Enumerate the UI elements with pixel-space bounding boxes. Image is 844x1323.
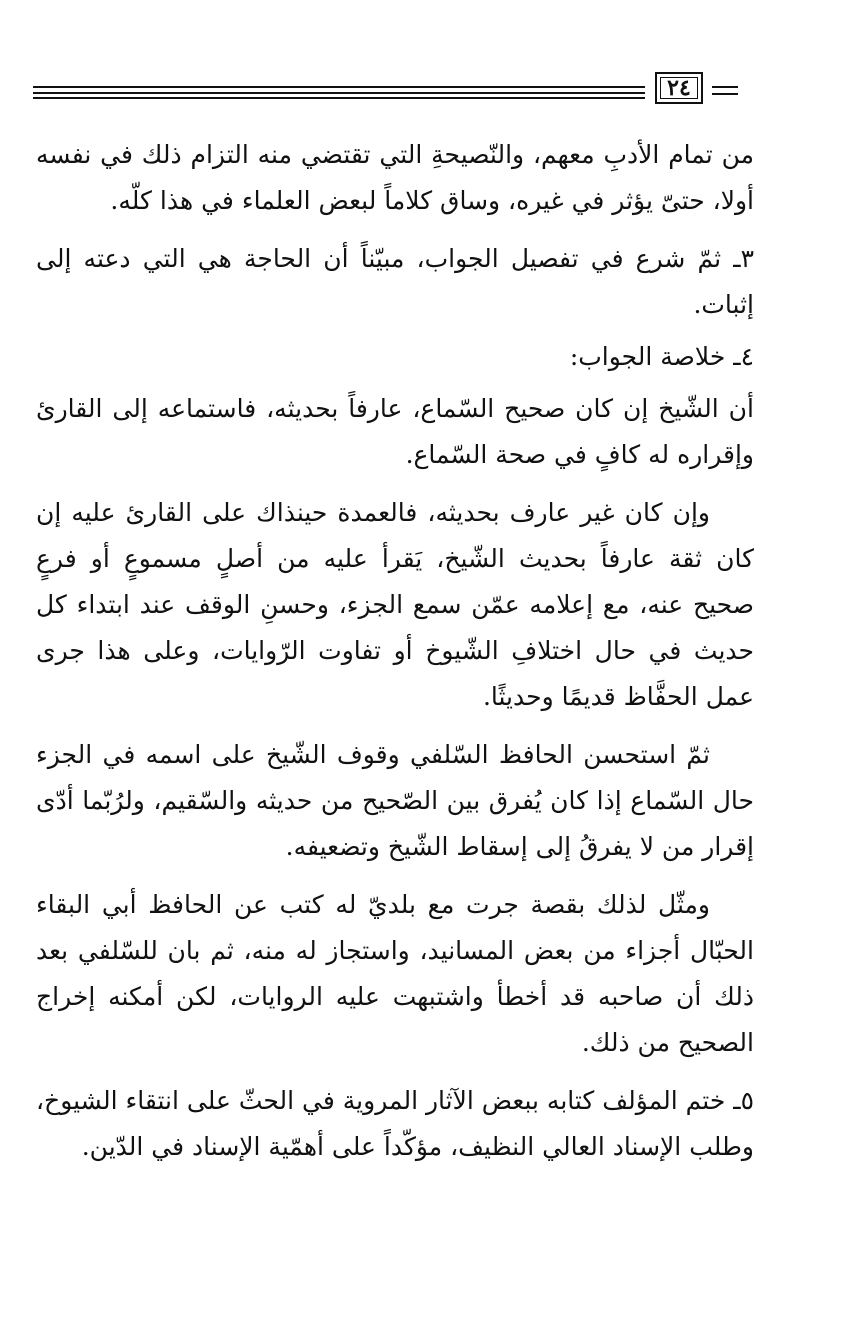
paragraph-silafi-preference: ثمّ استحسن الحافظ السّلفي وقوف الشّيخ على اسمه في الجزء حال السّماع إذا كان يُفرق بين الصّحيح من حديثه والسّقيم، ولرُبّما أدّى إقرار من لا يفرقُ إلى إسقاط الشّيخ وتضعيفه. — [36, 740, 754, 861]
header-rule — [33, 97, 645, 99]
header-rule — [33, 92, 645, 94]
paragraph-reader-reliance: وإن كان غير عارف بحديثه، فالعمدة حينذاك على القارئ عليه إن كان ثقة عارفاً بحديث الشّيخ، يَقرأ عليه من أصلٍ مسموعٍ أو فرعٍ صحيح عنه، مع إعلامه عمّن سمع الجزء، وحسنِ الوقف عند ابتداء كل حديث في حال اختلافِ الشّيوخ أو تفاوت الرّوايات، وعلى هذا جرى عمل الحفَّاظ قديمًا وحديثًا. — [36, 498, 754, 711]
header-rule — [33, 86, 645, 88]
page-header — [0, 0, 844, 110]
paragraph-story-example: ومثّل لذلك بقصة جرت مع بلديّ له كتب عن الحافظ أبي البقاء الحبّال أجزاء من بعض المسانيد، واستجاز له منه، ثم بان للسّلفي بعد ذلك أن صاحبه قد أخطأ واشتبهت عليه الروايات، لكن أمكنه إخراج الصحيح من ذلك. — [36, 890, 754, 1057]
paragraph-point-5: ٥ـ ختم المؤلف كتابه ببعض الآثار المروية في الحثّ على انتقاء الشيوخ، وطلب الإسناد العالي النظيف، مؤكّداً على أهمّية الإسناد في الدّين. — [35, 1086, 754, 1161]
page-number: ٢٤ — [667, 75, 691, 101]
page-body — [36, 132, 754, 1182]
header-rule-short — [712, 86, 738, 88]
paragraph-answer-summary: أن الشّيخ إن كان صحيح السّماع، عارفاً بحديثه، فاستماعه إلى القارئ وإقراره له كافٍ في صحة السّماع. — [36, 394, 754, 469]
paragraph-point-4-heading: ٤ـ خلاصة الجواب: — [569, 342, 754, 371]
header-rule-short — [712, 93, 738, 95]
paragraph-continuation: من تمام الأدبِ معهم، والنّصيحةِ التي تقتضي منه التزام ذلك في نفسه أولا، حتىّ يؤثر في غيره، وساق كلاماً لبعض العلماء في هذا كلّه. — [36, 140, 754, 215]
page-number-box — [655, 72, 703, 104]
paragraph-point-3: ٣ـ ثمّ شرع في تفصيل الجواب، مبيّناً أن الحاجة هي التي دعته إلى إثبات. — [36, 244, 754, 319]
